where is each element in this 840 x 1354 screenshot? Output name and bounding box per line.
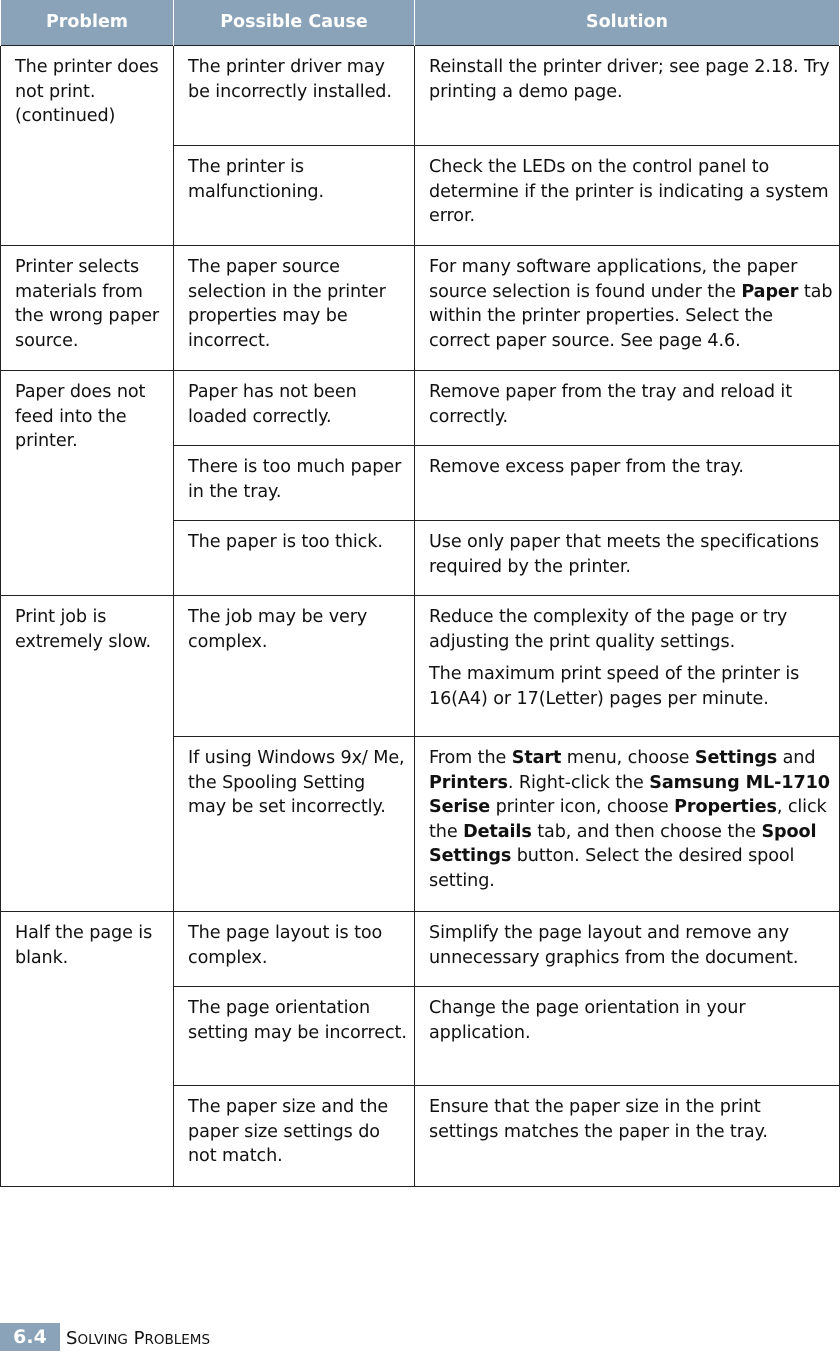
cause-cell: The paper source selection in the printer properties may be incorrect. xyxy=(174,246,415,371)
solution-cell xyxy=(415,596,840,737)
table-row xyxy=(1,596,840,737)
solution-cell xyxy=(415,246,840,371)
solution-cell: Check the LEDs on the control panel to determine if the printer is indicating a system error. xyxy=(415,146,840,246)
table-row xyxy=(1,912,840,987)
solution-cell: Remove paper from the tray and reload it correctly. xyxy=(415,371,840,446)
cause-cell: Paper has not been loaded correctly. xyxy=(174,371,415,446)
problem-cell: Printer selects materials from the wrong paper source. xyxy=(1,246,174,371)
solution-bold-text: Printers xyxy=(429,772,508,793)
section-title-initial-2: P xyxy=(133,1328,145,1349)
problem-cell: Paper does not feed into the printer. xyxy=(1,371,174,596)
solution-text: From the xyxy=(429,748,512,768)
cause-cell: The paper size and the paper size settings do not match. xyxy=(174,1086,415,1187)
header-solution: Solution xyxy=(415,0,840,46)
solution-text: button. Select the desired spool setting. xyxy=(429,846,795,891)
solution-cell: Change the page orientation in your application. xyxy=(415,987,840,1086)
solution-text: printer icon, choose xyxy=(490,797,675,817)
cause-cell: The printer is malfunctioning. xyxy=(174,146,415,246)
page-footer xyxy=(0,1323,260,1351)
solution-bold-text: Properties xyxy=(674,797,777,817)
solution-bold-text: Spool Settings xyxy=(429,821,817,866)
solution-text: and xyxy=(777,748,816,768)
cause-cell: There is too much paper in the tray. xyxy=(174,446,415,521)
solution-cell: Simplify the page layout and remove any unnecessary graphics from the document. xyxy=(415,912,840,987)
solution-cell: Use only paper that meets the specifications required by the printer. xyxy=(415,521,840,596)
table-header-row xyxy=(1,0,840,46)
cause-cell: The page orientation setting may be incorrect. xyxy=(174,987,415,1086)
solution-cell xyxy=(415,737,840,912)
problem-cell: Print job is extremely slow. xyxy=(1,596,174,912)
page-number-prefix: 6. xyxy=(13,1326,34,1348)
table-row xyxy=(1,46,840,146)
problem-cell: Half the page is blank. xyxy=(1,912,174,1187)
table-row xyxy=(1,371,840,446)
solution-paragraph: The maximum print speed of the printer is 16(A4) or 17(Letter) pages per minute. xyxy=(429,664,800,709)
solution-cell: Remove excess paper from the tray. xyxy=(415,446,840,521)
solution-paragraph: Reduce the complexity of the page or try adjusting the print quality settings. xyxy=(429,607,788,652)
cause-cell: The paper is too thick. xyxy=(174,521,415,596)
cause-cell: The printer driver may be incorrectly installed. xyxy=(174,46,415,146)
cause-cell: The job may be very complex. xyxy=(174,596,415,737)
section-title-smallcaps-1: OLVING xyxy=(77,1332,128,1348)
cause-cell: The page layout is too complex. xyxy=(174,912,415,987)
section-title-initial-1: S xyxy=(66,1328,78,1349)
solution-bold-text: Details xyxy=(463,821,532,842)
table-row xyxy=(1,246,840,371)
solution-text: , click the xyxy=(429,797,827,842)
solution-bold-text: Paper xyxy=(741,281,799,302)
solution-text: tab, and then choose the xyxy=(531,821,762,842)
solution-bold-text: Samsung ML-1710 Serise xyxy=(429,772,830,817)
solution-cell: Ensure that the paper size in the print settings matches the paper in the tray. xyxy=(415,1086,840,1187)
solution-bold-text: Settings xyxy=(694,748,778,768)
problem-cell: The printer does not print. (continued) xyxy=(1,46,174,246)
page-number-badge xyxy=(0,1323,60,1351)
section-title xyxy=(66,1325,210,1354)
header-problem: Problem xyxy=(1,0,174,46)
section-title-smallcaps-2: ROBLEMS xyxy=(144,1332,211,1348)
solution-text: For many software applications, the paper source selection is found under the xyxy=(429,257,798,302)
solution-cell: Reinstall the printer driver; see page 2.18. Try printing a demo page. xyxy=(415,46,840,146)
solution-text: . Right-click the xyxy=(507,772,650,793)
page-number-suffix: 4 xyxy=(33,1326,47,1348)
solution-text: menu, choose xyxy=(561,748,695,768)
solution-bold-text: Start xyxy=(511,748,562,768)
solution-text: tab within the printer properties. Select the correct paper source. See page 4.6. xyxy=(429,281,833,351)
header-possible-cause: Possible Cause xyxy=(174,0,415,46)
cause-cell: If using Windows 9x/ Me, the Spooling Setting may be set incorrectly. xyxy=(174,737,415,912)
